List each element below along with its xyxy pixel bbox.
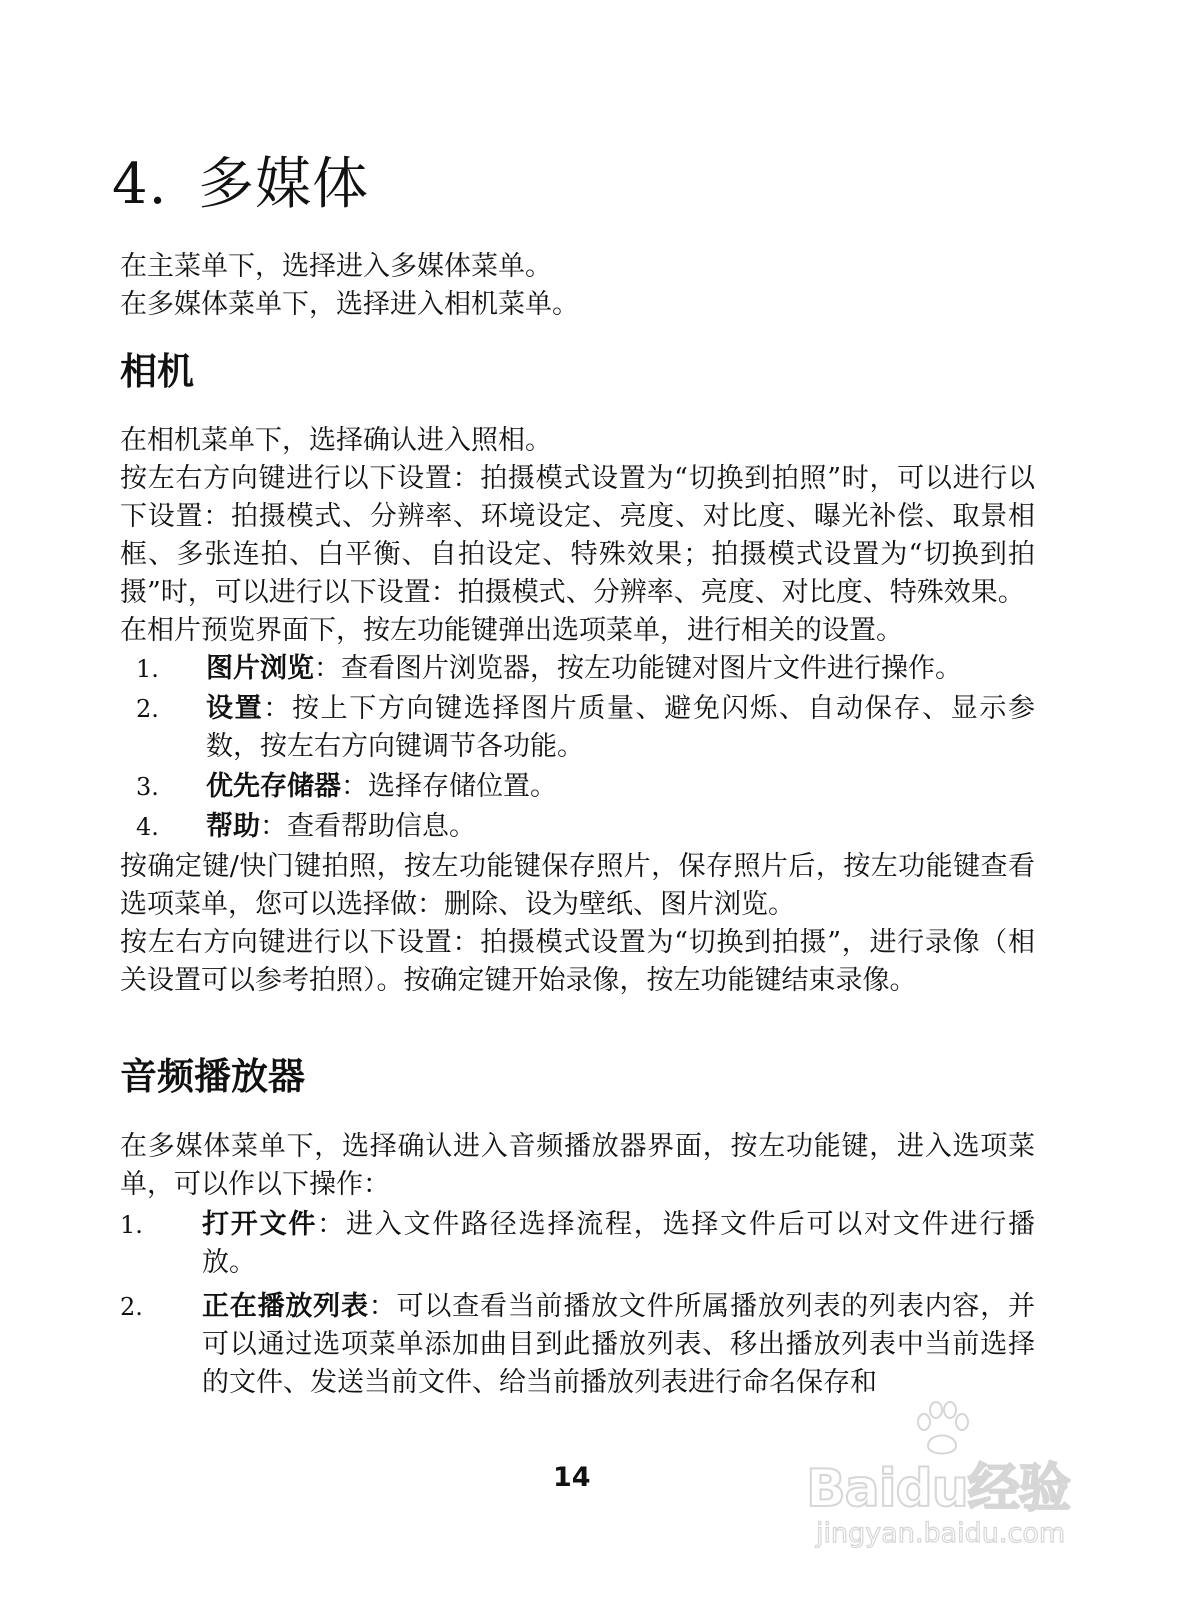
list-item-text: ：查看图片浏览器，按左功能键对图片文件进行操作。 xyxy=(314,653,962,684)
chapter-title-text: 多媒体 xyxy=(198,152,369,217)
list-item-text: ：进入文件路径选择流程，选择文件后可以对文件进行播放。 xyxy=(202,1209,1036,1278)
camera-paragraph: 按左右方向键进行以下设置：拍摄模式设置为“切换到拍摄”，进行录像（相关设置可以参考拍照）。按确定键开始录像，按左功能键结束录像。 xyxy=(120,927,1035,996)
watermark-logo-text: Baidu经验 xyxy=(806,1459,1070,1519)
list-item-term: 正在播放列表 xyxy=(202,1291,369,1322)
list-item xyxy=(120,1288,1035,1402)
list-item-number: 1. xyxy=(120,1211,143,1239)
baidu-jingyan-watermark xyxy=(806,1400,1096,1580)
list-item-term: 帮助 xyxy=(206,811,260,842)
camera-options-list xyxy=(120,650,1035,846)
camera-paragraph: 在相片预览界面下，按左功能键弹出选项菜单，进行相关的设置。 xyxy=(120,615,903,646)
audio-player-heading: 音频播放器 xyxy=(120,1055,305,1098)
list-item-number: 4. xyxy=(136,813,159,841)
intro-paragraph: 在主菜单下，选择进入多媒体菜单。 xyxy=(120,251,552,282)
audio-paragraph: 在多媒体菜单下，选择确认进入音频播放器界面，按左功能键，进入选项菜单，可以作以下操作： xyxy=(120,1131,1035,1200)
list-item xyxy=(120,690,1035,766)
list-item-number: 3. xyxy=(136,773,159,801)
list-item-number: 2. xyxy=(136,695,159,723)
list-item xyxy=(120,808,1035,846)
audio-player-section xyxy=(120,1128,1035,1404)
list-item-term: 打开文件 xyxy=(202,1209,318,1240)
list-item-text: ：选择存储位置。 xyxy=(341,771,557,802)
list-item-term: 图片浏览 xyxy=(206,653,314,684)
camera-paragraph: 按左右方向键进行以下设置：拍摄模式设置为“切换到拍照”时，可以进行以下设置：拍摄模式、分辨率、环境设定、亮度、对比度、曝光补偿、取景相框、多张连拍、白平衡、自拍设定、特殊效果；拍摄模式设置为“切换到拍摄”时，可以进行以下设置：拍摄模式、分辨率、亮度、对比度、特殊效果。 xyxy=(120,463,1035,608)
list-item xyxy=(120,768,1035,806)
list-item-term: 设置 xyxy=(206,693,264,724)
page-number: 14 xyxy=(553,1462,591,1493)
camera-paragraph: 在相机菜单下，选择确认进入照相。 xyxy=(120,425,552,456)
chapter-number: 4. xyxy=(112,152,168,217)
audio-options-list xyxy=(120,1206,1035,1402)
list-item-text: ：查看帮助信息。 xyxy=(260,811,476,842)
list-item xyxy=(120,650,1035,688)
intro-paragraph: 在多媒体菜单下，选择进入相机菜单。 xyxy=(120,289,579,320)
list-item xyxy=(120,1206,1035,1282)
chapter-title xyxy=(112,152,369,218)
list-item-term: 优先存储器 xyxy=(206,771,341,802)
intro-section xyxy=(120,248,1035,324)
camera-heading: 相机 xyxy=(120,350,194,393)
list-item-text: ：可以查看当前播放文件所属播放列表的列表内容，并可以通过选项菜单添加曲目到此播放列表、移出播放列表中当前选择的文件、发送当前文件、给当前播放列表进行命名保存和 xyxy=(202,1291,1036,1398)
camera-paragraph: 按确定键/快门键拍照，按左功能键保存照片，保存照片后，按左功能键查看选项菜单，您可以选择做：删除、设为壁纸、图片浏览。 xyxy=(120,851,1035,920)
list-item-text: ：按上下方向键选择图片质量、避免闪烁、自动保存、显示参数，按左右方向键调节各功能。 xyxy=(206,693,1036,762)
list-item-number: 1. xyxy=(136,655,159,683)
watermark-url: jingyan.baidu.com xyxy=(816,1518,1066,1549)
list-item-number: 2. xyxy=(120,1293,143,1321)
camera-section xyxy=(120,422,1035,1000)
